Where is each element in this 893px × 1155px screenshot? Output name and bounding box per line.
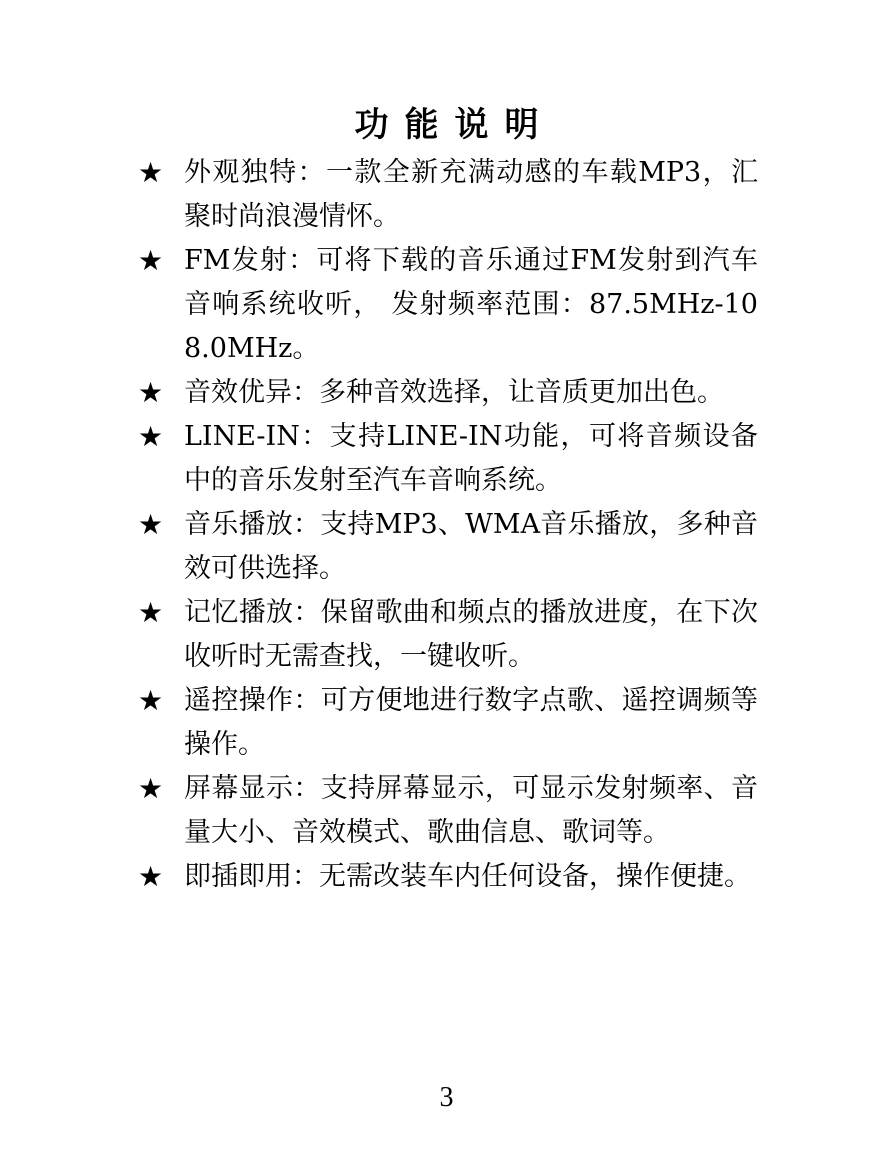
page-title: 功能说明 (354, 105, 555, 145)
star-bullet-icon: ★ (138, 508, 164, 541)
feature-text: 记忆播放：保留歌曲和频点的播放进度，在下次收听时无需查找，一键收听。 (184, 597, 758, 672)
star-bullet-icon: ★ (138, 244, 164, 277)
feature-text: 屏幕显示：支持屏幕显示，可显示发射频率、音量大小、音效模式、歌曲信息、歌词等。 (184, 773, 758, 848)
feature-item (138, 503, 758, 591)
feature-item (138, 371, 758, 415)
feature-text: 外观独特：一款全新充满动感的车载MP3，汇聚时尚浪漫情怀。 (184, 157, 758, 232)
page-number: 3 (439, 1082, 454, 1113)
star-bullet-icon: ★ (138, 684, 164, 717)
star-bullet-icon: ★ (138, 376, 164, 409)
star-bullet-icon: ★ (138, 860, 164, 893)
star-bullet-icon: ★ (138, 156, 164, 189)
feature-list (138, 151, 758, 899)
star-bullet-icon: ★ (138, 596, 164, 629)
feature-text: 遥控操作：可方便地进行数字点歌、遥控调频等操作。 (184, 685, 758, 760)
feature-text: LINE-IN：支持LINE-IN功能，可将音频设备中的音乐发射至汽车音响系统。 (184, 421, 758, 496)
feature-item (138, 151, 758, 239)
feature-text: 即插即用：无需改装车内任何设备，操作便捷。 (184, 861, 751, 892)
feature-item (138, 855, 758, 899)
feature-text: 音效优异：多种音效选择，让音质更加出色。 (184, 377, 724, 408)
feature-text: 音乐播放：支持MP3、WMA音乐播放，多种音效可供选择。 (184, 509, 758, 584)
star-bullet-icon: ★ (138, 772, 164, 805)
feature-item (138, 239, 758, 371)
feature-item (138, 767, 758, 855)
feature-item (138, 591, 758, 679)
feature-item (138, 679, 758, 767)
feature-text: FM发射：可将下载的音乐通过FM发射到汽车音响系统收听， 发射频率范围：87.5MHz-108.0MHz。 (184, 245, 758, 364)
feature-item (138, 415, 758, 503)
star-bullet-icon: ★ (138, 420, 164, 453)
